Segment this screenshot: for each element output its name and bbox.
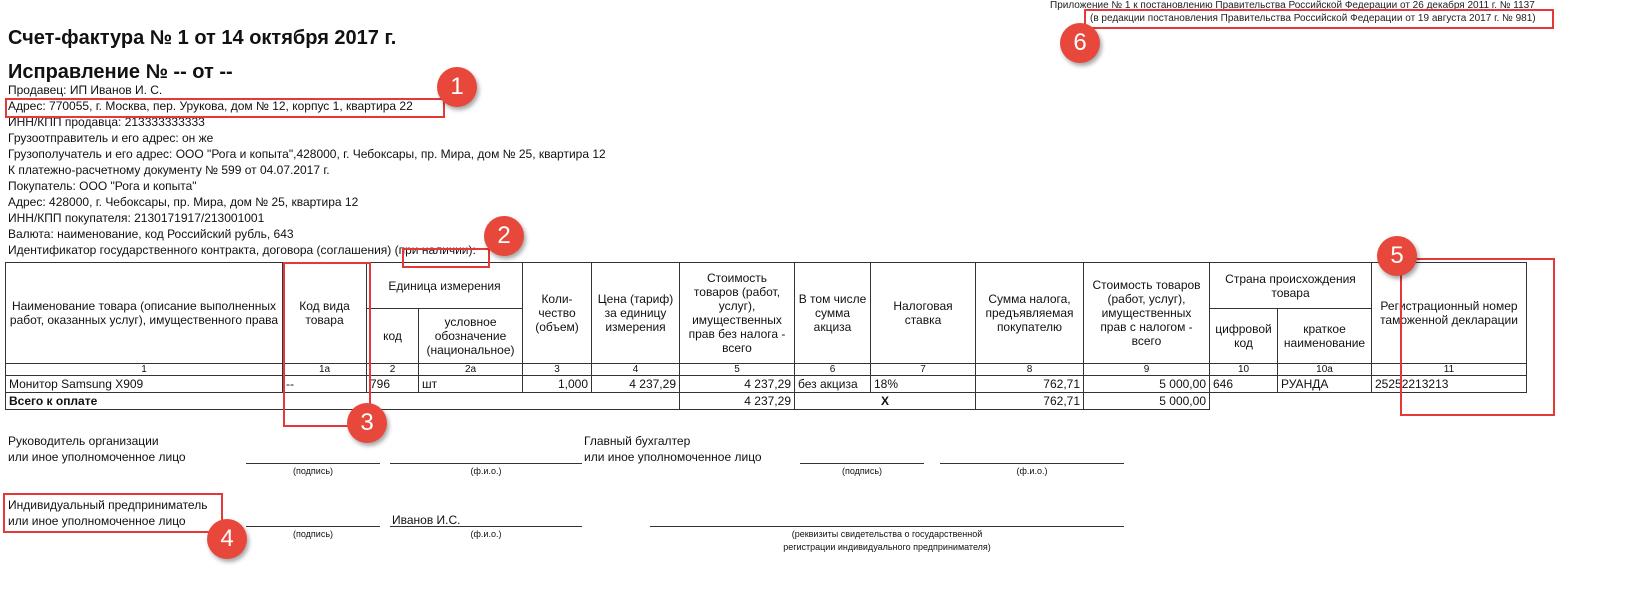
header-unit-name: условное обозначение (национальное) xyxy=(419,309,523,364)
col-number: 7 xyxy=(871,364,976,376)
accountant-fio-line xyxy=(940,463,1124,464)
head-fio-line xyxy=(390,463,582,464)
invoice-title: Счет-фактура № 1 от 14 октября 2017 г. xyxy=(8,27,397,49)
total-tax: 762,71 xyxy=(976,393,1084,410)
entrepreneur-signature-caption: (подпись) xyxy=(292,529,334,539)
annotation-badge-6: 6 xyxy=(1060,23,1100,63)
header-excise: В том числе сумма акциза xyxy=(795,263,871,364)
requisites-caption-line1: (реквизиты свидетельства о государственной xyxy=(791,529,983,539)
total-amount: 5 000,00 xyxy=(1084,393,1210,410)
col-number: 1а xyxy=(283,364,367,376)
col-number: 10а xyxy=(1278,364,1372,376)
buyer-line: Покупатель: ООО "Рога и копыта" xyxy=(8,179,197,193)
cell-declaration: 25252213213 xyxy=(1372,376,1527,393)
accountant-signature-line xyxy=(800,463,924,464)
head-signature-line xyxy=(246,463,380,464)
entrepreneur-label-line1: Индивидуальный предприниматель xyxy=(8,498,208,512)
highlight-box-kind-column xyxy=(283,262,371,427)
cell-kind: -- xyxy=(283,376,367,393)
cell-name: Монитор Samsung X909 xyxy=(6,376,283,393)
header-qty: Коли-чество (объем) xyxy=(523,263,592,364)
col-number: 11 xyxy=(1372,364,1527,376)
header-name: Наименование товара (описание выполненных работ, оказанных услуг), имущественного права xyxy=(6,263,283,364)
invoice-table xyxy=(5,262,1527,410)
header-kind: Код вида товара xyxy=(283,263,367,364)
cell-excise: без акциза xyxy=(795,376,871,393)
total-row xyxy=(6,393,1527,410)
currency-line: Валюта: наименование, код Российский рубль, 643 xyxy=(8,227,294,241)
appendix-note-line2: (в редакции постановления Правительства Российской Федерации от 19 августа 2017 г. № 981) xyxy=(1090,13,1536,24)
payment-doc-line: К платежно-расчетному документу № 599 от 04.07.2017 г. xyxy=(8,163,330,177)
seller-line: Продавец: ИП Иванов И. С. xyxy=(8,83,163,97)
entrepreneur-label-line2: или иное уполномоченное лицо xyxy=(8,514,186,528)
head-signature-caption: (подпись) xyxy=(292,466,334,476)
cell-cost: 4 237,29 xyxy=(680,376,795,393)
seller-inn-line: ИНН/КПП продавца: 213333333333 xyxy=(8,115,205,129)
header-country-code: цифровой код xyxy=(1210,309,1278,364)
col-number: 3 xyxy=(523,364,592,376)
col-number: 1 xyxy=(6,364,283,376)
col-number: 6 xyxy=(795,364,871,376)
header-unit: Единица измерения xyxy=(367,263,523,309)
shipper-line: Грузоотправитель и его адрес: он же xyxy=(8,131,214,145)
buyer-address-line: Адрес: 428000, г. Чебоксары, пр. Мира, дом № 25, квартира 12 xyxy=(8,195,359,209)
header-tax: Сумма налога, предъявляемая покупателю xyxy=(976,263,1084,364)
annotation-badge-2: 2 xyxy=(484,216,524,256)
requisites-caption-line2: регистрации индивидуального предпринимателя) xyxy=(783,542,991,552)
entrepreneur-name: Иванов И.С. xyxy=(392,513,461,527)
header-country-name: краткое наименование xyxy=(1278,309,1372,364)
col-number: 10 xyxy=(1210,364,1278,376)
col-number: 5 xyxy=(680,364,795,376)
requisites-line xyxy=(650,526,1124,527)
cell-qty: 1,000 xyxy=(523,376,592,393)
header-price: Цена (тариф) за единицу измерения xyxy=(592,263,680,364)
col-number: 2а xyxy=(419,364,523,376)
head-label-line1: Руководитель организации xyxy=(8,434,159,448)
cell-country-name: РУАНДА xyxy=(1278,376,1372,393)
contract-id-suffix: (при наличии): xyxy=(394,243,476,257)
cell-tax: 762,71 xyxy=(976,376,1084,393)
cell-rate: 18% xyxy=(871,376,976,393)
entrepreneur-signature-line xyxy=(246,526,380,527)
buyer-inn-line: ИНН/КПП покупателя: 2130171917/213001001 xyxy=(8,211,265,225)
entrepreneur-fio-line xyxy=(390,526,582,527)
cell-unit-name: шт xyxy=(419,376,523,393)
total-label: Всего к оплате xyxy=(6,393,680,410)
annotation-badge-1: 1 xyxy=(437,67,477,107)
highlight-box-contract-id xyxy=(402,248,490,268)
total-excise: X xyxy=(795,393,976,410)
head-fio-caption: (ф.и.о.) xyxy=(470,466,502,476)
header-declaration: Регистрационный номер таможенной декларации xyxy=(1372,263,1527,364)
head-label-line2: или иное уполномоченное лицо xyxy=(8,450,186,464)
header-unit-code: код xyxy=(367,309,419,364)
cell-total: 5 000,00 xyxy=(1084,376,1210,393)
annotation-badge-3: 3 xyxy=(347,403,387,443)
appendix-note-line1: Приложение № 1 к постановлению Правительства Российской Федерации от 26 декабря 2011 г. № 1137 xyxy=(1050,0,1535,11)
accountant-signature-caption: (подпись) xyxy=(841,466,883,476)
cell-country-code: 646 xyxy=(1210,376,1278,393)
annotation-badge-4: 4 xyxy=(207,519,247,559)
total-cost: 4 237,29 xyxy=(680,393,795,410)
header-cost: Стоимость товаров (работ, услуг), имущественных прав без налога - всего xyxy=(680,263,795,364)
header-country: Страна происхождения товара xyxy=(1210,263,1372,309)
accountant-label-line2: или иное уполномоченное лицо xyxy=(584,450,762,464)
col-number: 4 xyxy=(592,364,680,376)
highlight-box-appendix-note xyxy=(1084,9,1554,29)
seller-address-line: Адрес: 770055, г. Москва, пер. Урукова, дом № 12, корпус 1, квартира 22 xyxy=(8,99,413,113)
entrepreneur-fio-caption: (ф.и.о.) xyxy=(470,529,502,539)
cell-unit-code: 796 xyxy=(367,376,419,393)
correction-title: Исправление № -- от -- xyxy=(8,61,233,83)
accountant-fio-caption: (ф.и.о.) xyxy=(1016,466,1048,476)
annotation-badge-5: 5 xyxy=(1377,236,1417,276)
consignee-line: Грузополучатель и его адрес: ООО "Рога и копыта",428000, г. Чебоксары, пр. Мира, дом № 25, квартира 12 xyxy=(8,147,606,161)
header-total: Стоимость товаров (работ, услуг), имущественных прав с налогом - всего xyxy=(1084,263,1210,364)
header-rate: Налоговая ставка xyxy=(871,263,976,364)
highlight-box-declaration-column xyxy=(1400,258,1555,416)
col-number: 8 xyxy=(976,364,1084,376)
table-row xyxy=(6,376,1527,393)
contract-id-prefix: Идентификатор государственного контракта, договора (соглашения) xyxy=(8,243,392,257)
highlight-box-entrepreneur xyxy=(3,493,223,533)
col-number: 2 xyxy=(367,364,419,376)
col-number: 9 xyxy=(1084,364,1210,376)
cell-price: 4 237,29 xyxy=(592,376,680,393)
highlight-box-address xyxy=(5,98,445,118)
accountant-label-line1: Главный бухгалтер xyxy=(584,434,691,448)
